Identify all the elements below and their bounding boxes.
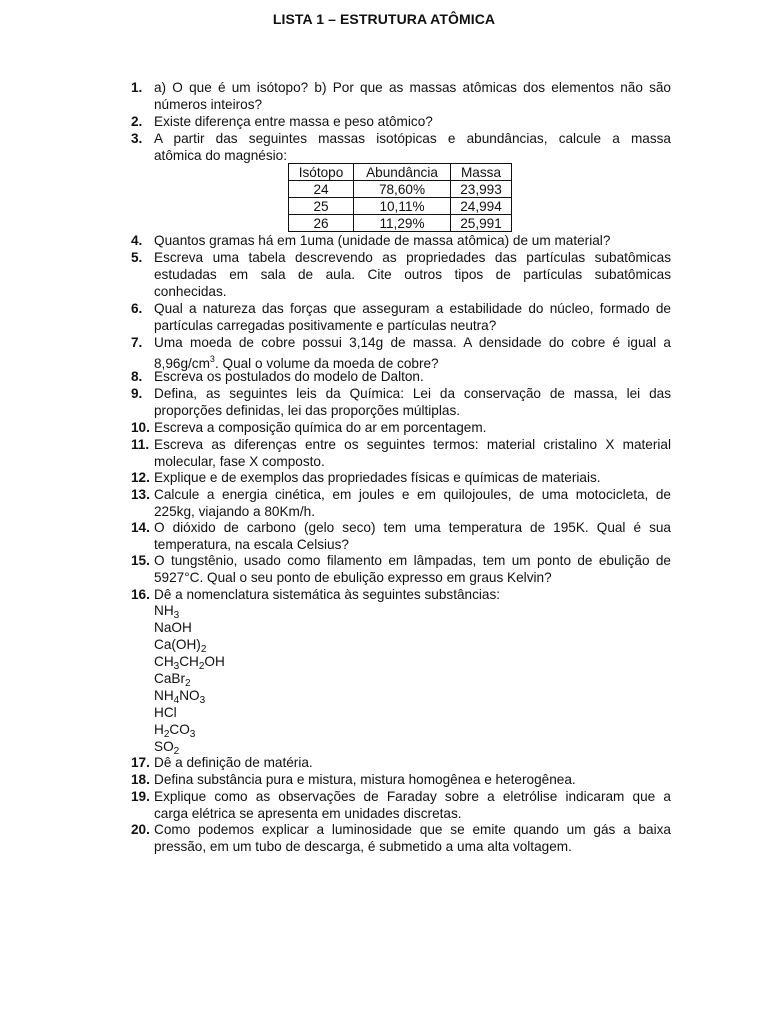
table-cell: 10,11% bbox=[354, 198, 451, 215]
formula-nh3 bbox=[154, 603, 179, 621]
formula-naoh: NaOH bbox=[154, 620, 192, 635]
formula-part: Ca(OH) bbox=[154, 637, 201, 652]
text-part: . Qual o volume da moeda de cobre? bbox=[214, 356, 439, 371]
column-header: Abundância bbox=[354, 164, 451, 181]
question-text: O tungstênio, usado como filamento em lâmpadas, tem um ponto de ebulição de bbox=[154, 553, 671, 568]
table-row bbox=[289, 181, 512, 198]
question-text: Defina, as seguintes leis da Química: Lei da conservação de massa, lei das bbox=[154, 386, 671, 401]
question-number: 9. bbox=[131, 386, 143, 401]
question-text: Calcule a energia cinética, em joules e em quilojoules, de uma motocicleta, de bbox=[154, 487, 671, 502]
formula-part: CaBr bbox=[154, 671, 185, 686]
subscript: 4 bbox=[173, 695, 180, 706]
question-number: 16. bbox=[131, 587, 150, 602]
question-text: Existe diferença entre massa e peso atômico? bbox=[154, 114, 433, 129]
question-text: conhecidas. bbox=[154, 284, 227, 299]
question-text: Escreva a composição química do ar em porcentagem. bbox=[154, 420, 487, 435]
question-text: Explique e de exemplos das propriedades físicas e químicas de materiais. bbox=[154, 470, 601, 485]
column-header: Massa bbox=[451, 164, 512, 181]
question-number: 13. bbox=[131, 487, 150, 502]
formula-part: NH bbox=[154, 688, 174, 703]
question-number: 18. bbox=[131, 772, 150, 787]
question-text: Uma moeda de cobre possui 3,14g de massa. A densidade do cobre é igual a bbox=[154, 335, 671, 350]
question-text: molecular, fase X composto. bbox=[154, 454, 325, 469]
question-number: 6. bbox=[131, 301, 143, 316]
table-cell: 26 bbox=[289, 215, 354, 232]
question-number: 8. bbox=[131, 369, 143, 384]
question-text: a) O que é um isótopo? b) Por que as massas atômicas dos elementos não são bbox=[154, 80, 671, 95]
subscript: 3 bbox=[189, 729, 196, 740]
column-header: Isótopo bbox=[289, 164, 354, 181]
formula-part: CO bbox=[169, 722, 190, 737]
table-cell: 11,29% bbox=[354, 215, 451, 232]
table-row bbox=[289, 215, 512, 232]
question-text: A partir das seguintes massas isotópicas e abundâncias, calcule a massa bbox=[154, 131, 671, 146]
formula-part: OH bbox=[204, 654, 225, 669]
question-text: 225kg, viajando a 80Km/h. bbox=[154, 504, 315, 519]
subscript: 2 bbox=[200, 644, 207, 655]
formula-part: CH bbox=[154, 654, 174, 669]
subscript: 2 bbox=[184, 678, 191, 689]
question-number: 11. bbox=[131, 437, 150, 452]
question-number: 19. bbox=[131, 789, 150, 804]
table-cell: 23,993 bbox=[451, 181, 512, 198]
text-part: 8,96g/cm bbox=[154, 356, 210, 371]
question-number: 17. bbox=[131, 755, 150, 770]
question-text: Como podemos explicar a luminosidade que se emite quando um gás a baixa bbox=[154, 822, 671, 837]
formula-part: SO bbox=[154, 739, 174, 754]
table-cell: 78,60% bbox=[354, 181, 451, 198]
question-text: Escreva as diferenças entre os seguintes termos: material cristalino X material bbox=[154, 437, 671, 452]
question-text: O dióxido de carbono (gelo seco) tem uma temperatura de 195K. Qual é sua bbox=[154, 520, 671, 535]
question-number: 12. bbox=[131, 470, 150, 485]
superscript: 3 bbox=[209, 354, 215, 364]
question-text: partículas carregadas positivamente e partículas neutra? bbox=[154, 318, 497, 333]
subscript: 2 bbox=[173, 746, 180, 757]
question-text: Escreva os postulados do modelo de Dalton. bbox=[154, 369, 424, 384]
question-number: 3. bbox=[131, 131, 143, 146]
question-text: pressão, em um tubo de descarga, é submetido a uma alta voltagem. bbox=[154, 839, 572, 854]
question-number: 15. bbox=[131, 553, 150, 568]
formula-nh4no3 bbox=[154, 688, 205, 706]
question-text: carga elétrica se apresenta em unidades discretas. bbox=[154, 806, 462, 821]
question-number: 10. bbox=[131, 420, 150, 435]
question-text: Escreva uma tabela descrevendo as propriedades das partículas subatômicas bbox=[154, 250, 671, 265]
formula-part: CH bbox=[179, 654, 199, 669]
question-text: Explique como as observações de Faraday sobre a eletrólise indicaram que a bbox=[154, 789, 671, 804]
formula-hcl: HCl bbox=[154, 705, 177, 720]
table-cell: 25,991 bbox=[451, 215, 512, 232]
question-text: temperatura, na escala Celsius? bbox=[154, 537, 349, 552]
table-cell: 24 bbox=[289, 181, 354, 198]
formula-ethanol bbox=[154, 654, 225, 672]
subscript: 2 bbox=[198, 661, 205, 672]
question-text: proporções definidas, lei das proporções múltiplas. bbox=[154, 403, 461, 418]
question-text: 5927°C. Qual o seu ponto de ebulição expresso em graus Kelvin? bbox=[154, 570, 552, 585]
formula-h2co3 bbox=[154, 722, 195, 740]
question-number: 20. bbox=[131, 822, 150, 837]
question-number: 1. bbox=[131, 80, 143, 95]
table-header-row bbox=[289, 164, 512, 181]
question-text: Defina substância pura e mistura, mistura homogênea e heterogênea. bbox=[154, 772, 576, 787]
subscript: 3 bbox=[173, 661, 180, 672]
formula-caoh2 bbox=[154, 637, 206, 655]
page-title: LISTA 1 – ESTRUTURA ATÔMICA bbox=[272, 11, 496, 27]
question-text: Dê a definição de matéria. bbox=[154, 755, 313, 770]
question-text: Dê a nomenclatura sistemática às seguintes substâncias: bbox=[154, 587, 501, 602]
question-number: 7. bbox=[131, 335, 143, 350]
formula-part: NO bbox=[179, 688, 200, 703]
question-number: 14. bbox=[131, 520, 150, 535]
isotope-table bbox=[288, 163, 512, 232]
subscript: 3 bbox=[173, 610, 180, 621]
question-text: números inteiros? bbox=[154, 97, 263, 112]
table-row bbox=[289, 198, 512, 215]
question-number: 2. bbox=[131, 114, 143, 129]
formula-part: H bbox=[154, 722, 164, 737]
formula-cabr2 bbox=[154, 671, 191, 689]
question-text: atômica do magnésio: bbox=[154, 148, 287, 163]
subscript: 2 bbox=[163, 729, 170, 740]
subscript: 3 bbox=[199, 695, 206, 706]
question-text: Quantos gramas há em 1uma (unidade de massa atômica) de um material? bbox=[154, 233, 611, 248]
formula-part: NH bbox=[154, 603, 174, 618]
question-text: Qual a natureza das forças que asseguram a estabilidade do núcleo, formado de bbox=[154, 301, 671, 316]
question-number: 5. bbox=[131, 250, 143, 265]
table-cell: 24,994 bbox=[451, 198, 512, 215]
question-number: 4. bbox=[131, 233, 143, 248]
table-cell: 25 bbox=[289, 198, 354, 215]
question-text: estudadas em sala de aula. Cite outros tipos de partículas subatômicas bbox=[154, 267, 671, 282]
